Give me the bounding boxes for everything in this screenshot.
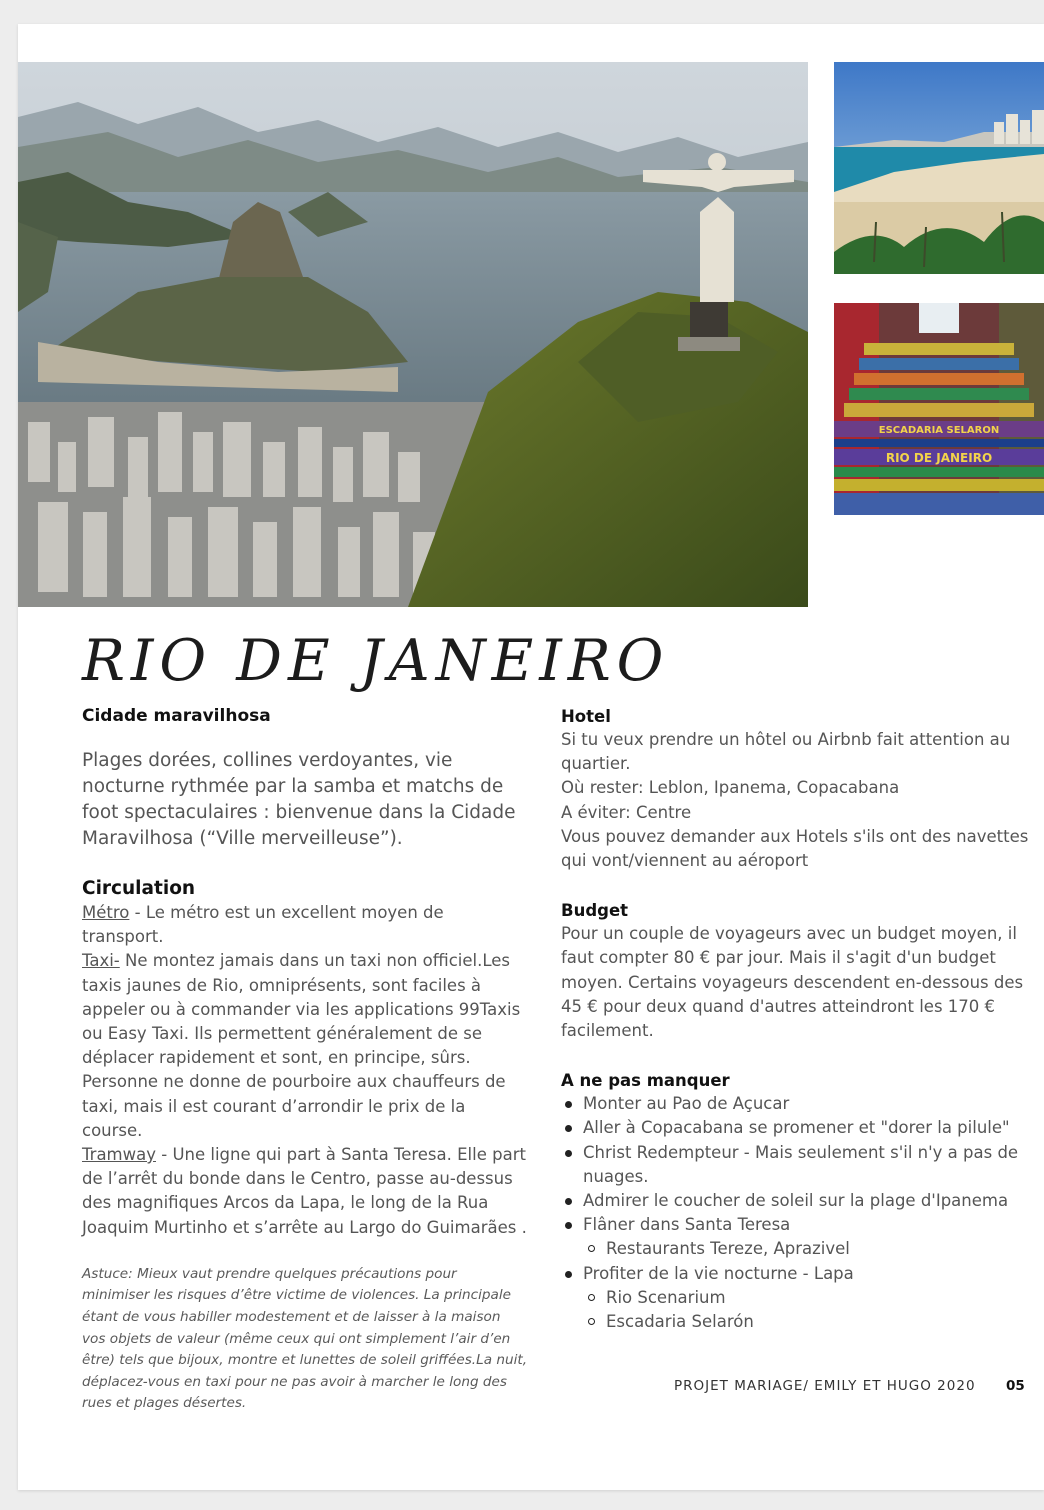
must-see-list	[561, 1092, 1031, 1334]
list-item: Aller à Copacabana se promener et "dorer la pilule"	[583, 1116, 1031, 1140]
list-item	[583, 1213, 1031, 1261]
taxi-text: Ne montez jamais dans un taxi non officiel.Les taxis jaunes de Rio, omniprésents, sont faciles à appeler ou à commander via les applications 99Taxis ou Easy Taxi. Ils permettent généralement de se déplacer rapidement et sont, en principe, sûrs. Personne ne donne de pourboire aux chauffeurs de taxi, mais il est courant d’arrondir le prix de la course.	[82, 951, 521, 1140]
list-item: Christ Redempteur - Mais seulement s'il n'y a pas de nuages.	[583, 1141, 1031, 1189]
safety-tip: Astuce: Mieux vaut prendre quelques précautions pour minimiser les risques d’être victime de violences. La principale étant de vous habiller modestement et de laisser à la maison vos objets de valeur (même ceux qui ont simplement l’air d’en être) tels que bijoux, montre et lunettes de soleil griffées.La nuit, déplacez-vous en taxi pour ne pas avoir à marcher le long des rues et plages désertes.	[82, 1265, 528, 1412]
sub-list-item: Escadaria Selarón	[606, 1310, 1031, 1334]
metro-label: Métro	[82, 903, 130, 922]
sub-list-item: Rio Scenarium	[606, 1286, 1031, 1310]
budget-heading: Budget	[561, 901, 629, 921]
santa-teresa-sublist	[583, 1237, 1031, 1261]
rio-panorama-photo	[18, 62, 808, 607]
hotel-line-1: Si tu veux prendre un hôtel ou Airbnb fait attention au quartier.	[561, 730, 1011, 774]
list-item: Admirer le coucher de soleil sur la plage d'Ipanema	[583, 1189, 1031, 1213]
must-see-heading: A ne pas manquer	[561, 1071, 730, 1091]
list-item-label: Flâner dans Santa Teresa	[583, 1215, 791, 1235]
metro-text: - Le métro est un excellent moyen de transport.	[82, 903, 444, 947]
right-column	[561, 706, 1031, 1334]
subtitle: Cidade maravilhosa	[82, 706, 271, 726]
selaron-stairs-photo	[834, 303, 1044, 515]
footer-text: PROJET MARIAGE/ EMILY ET HUGO 2020	[674, 1378, 976, 1394]
list-item: Monter au Pao de Açucar	[583, 1092, 1031, 1116]
stairs-sign-2: RIO DE JANEIRO	[885, 451, 993, 465]
intro-paragraph: Plages dorées, collines verdoyantes, vie nocturne rythmée par la samba et matchs de foot spectaculaires : bienvenue dans la Cidade Maravilhosa (“Ville merveilleuse”).	[82, 750, 516, 849]
circulation-text	[82, 901, 527, 1240]
hotel-line-4: Vous pouvez demander aux Hotels s'ils ont des navettes qui vont/viennent au aéroport	[561, 826, 1029, 871]
list-item	[583, 1262, 1031, 1335]
hotel-heading: Hotel	[561, 707, 611, 726]
left-column	[82, 706, 527, 1415]
stairs-sign-1: ESCADARIA SELARON	[878, 425, 1000, 436]
hotel-line-3: A éviter: Centre	[561, 802, 692, 822]
page-number: 05	[1006, 1378, 1025, 1394]
tramway-label: Tramway	[82, 1145, 156, 1165]
list-item-label: Profiter de la vie nocturne - Lapa	[583, 1263, 854, 1283]
sub-list-item: Restaurants Tereze, Aprazivel	[606, 1237, 1031, 1261]
taxi-label: Taxi-	[82, 951, 120, 971]
page-title: RIO DE JANEIRO	[82, 628, 670, 694]
hotel-line-2: Où rester: Leblon, Ipanema, Copacabana	[561, 778, 900, 798]
tramway-text: - Une ligne qui part à Santa Teresa. Elle part de l’arrêt du bonde dans le Centro, passe au-dessus des magnifiques Arcos da Lapa, le long de la Rua Joaquim Murtinho et s’arrête au Largo do Guimarães .	[82, 1145, 527, 1237]
copacabana-beach-photo	[834, 62, 1044, 274]
circulation-heading: Circulation	[82, 878, 196, 899]
lapa-sublist	[583, 1286, 1031, 1334]
budget-text: Pour un couple de voyageurs avec un budget moyen, il faut compter 80 € par jour. Mais il s'agit d'un budget moyen. Certains voyageurs descendent en-dessous des 45 € pour deux quand d'autres atteindront les 170 € facilement.	[561, 924, 1024, 1041]
